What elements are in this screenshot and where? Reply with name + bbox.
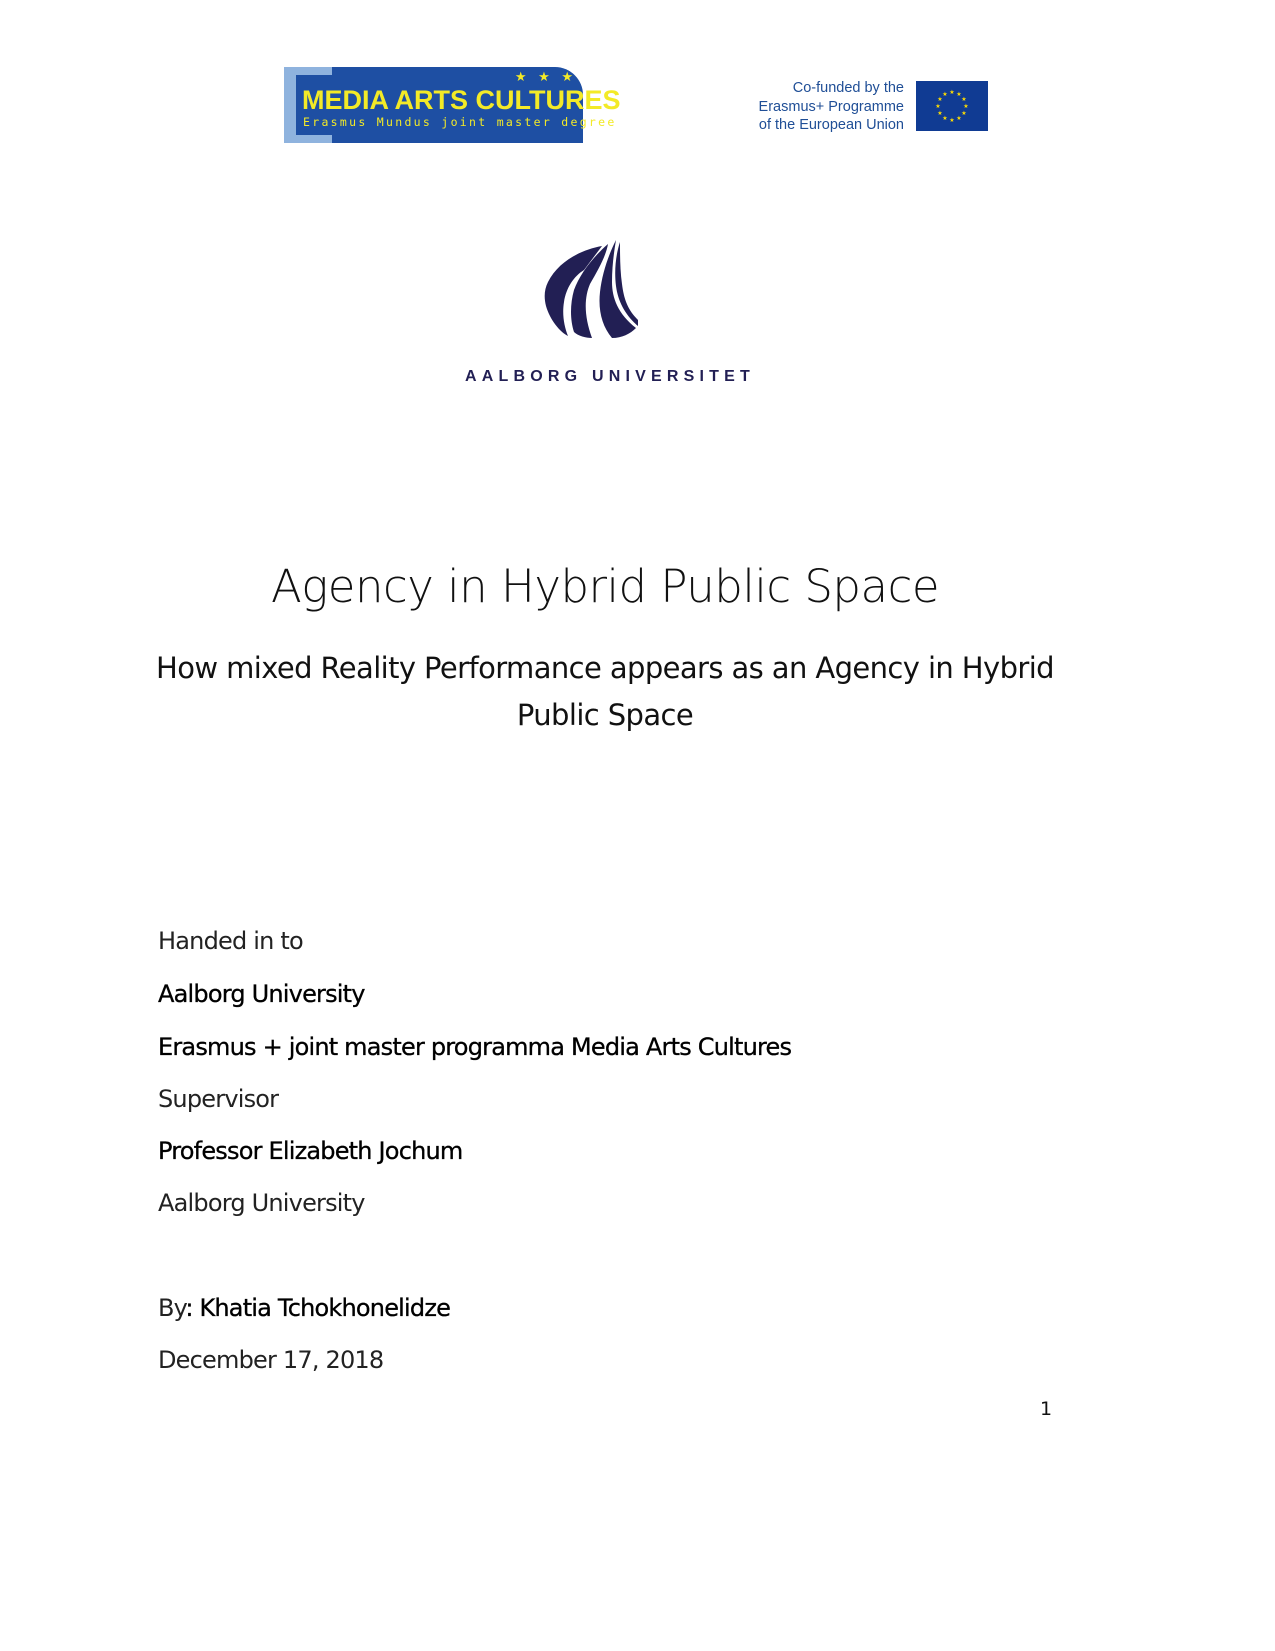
svg-text:★: ★ — [937, 110, 943, 117]
svg-text:★: ★ — [949, 89, 955, 96]
supervisor-name: Professor Elizabeth Jochum — [158, 1137, 463, 1165]
university-label: Aalborg University — [158, 980, 365, 1008]
document-subtitle: How mixed Reality Performance appears as an Agency in Hybrid Public Space — [156, 651, 1054, 732]
eu-cofunded-text — [748, 79, 904, 135]
mac-logo-subtitle: Erasmus Mundus joint master degree — [303, 115, 617, 129]
eu-text-line: of the European Union — [758, 117, 904, 133]
stars-icon: ★ ★ ★ — [514, 69, 577, 84]
document-title: Agency in Hybrid Public Space — [270, 560, 939, 613]
logo-frame — [284, 135, 332, 143]
svg-text:★: ★ — [961, 96, 967, 103]
svg-text:★: ★ — [935, 103, 941, 110]
svg-text:★: ★ — [942, 91, 948, 98]
svg-text:★: ★ — [956, 91, 962, 98]
university-name: AALBORG UNIVERSITET — [465, 368, 755, 385]
eu-flag-icon — [916, 81, 988, 131]
by-label: By — [158, 1294, 186, 1322]
logo-frame — [284, 67, 332, 75]
author-name: : Khatia Tchokhonelidze — [185, 1294, 451, 1322]
programme-label: Erasmus + joint master programma Media Arts Cultures — [158, 1033, 792, 1061]
handed-in-label: Handed in to — [158, 927, 303, 955]
media-arts-cultures-logo — [284, 67, 621, 143]
svg-text:★: ★ — [942, 115, 948, 122]
mac-logo-title: MEDIA ARTS CULTURES — [302, 85, 621, 115]
supervisor-label: Supervisor — [158, 1085, 279, 1113]
svg-text:★: ★ — [963, 103, 969, 110]
logo-frame — [284, 67, 296, 143]
supervisor-affiliation: Aalborg University — [158, 1189, 365, 1217]
eu-text-line: Erasmus+ Programme — [758, 98, 904, 115]
svg-text:★: ★ — [961, 110, 967, 117]
page-number: 1 — [1040, 1398, 1053, 1420]
author-line — [158, 1294, 450, 1322]
svg-text:★: ★ — [937, 96, 943, 103]
submission-date: December 17, 2018 — [158, 1346, 384, 1374]
aau-wave-icon — [540, 240, 640, 340]
eu-text-line: Co-funded by the — [792, 80, 904, 96]
svg-text:★: ★ — [956, 115, 962, 122]
svg-text:★: ★ — [949, 117, 955, 124]
